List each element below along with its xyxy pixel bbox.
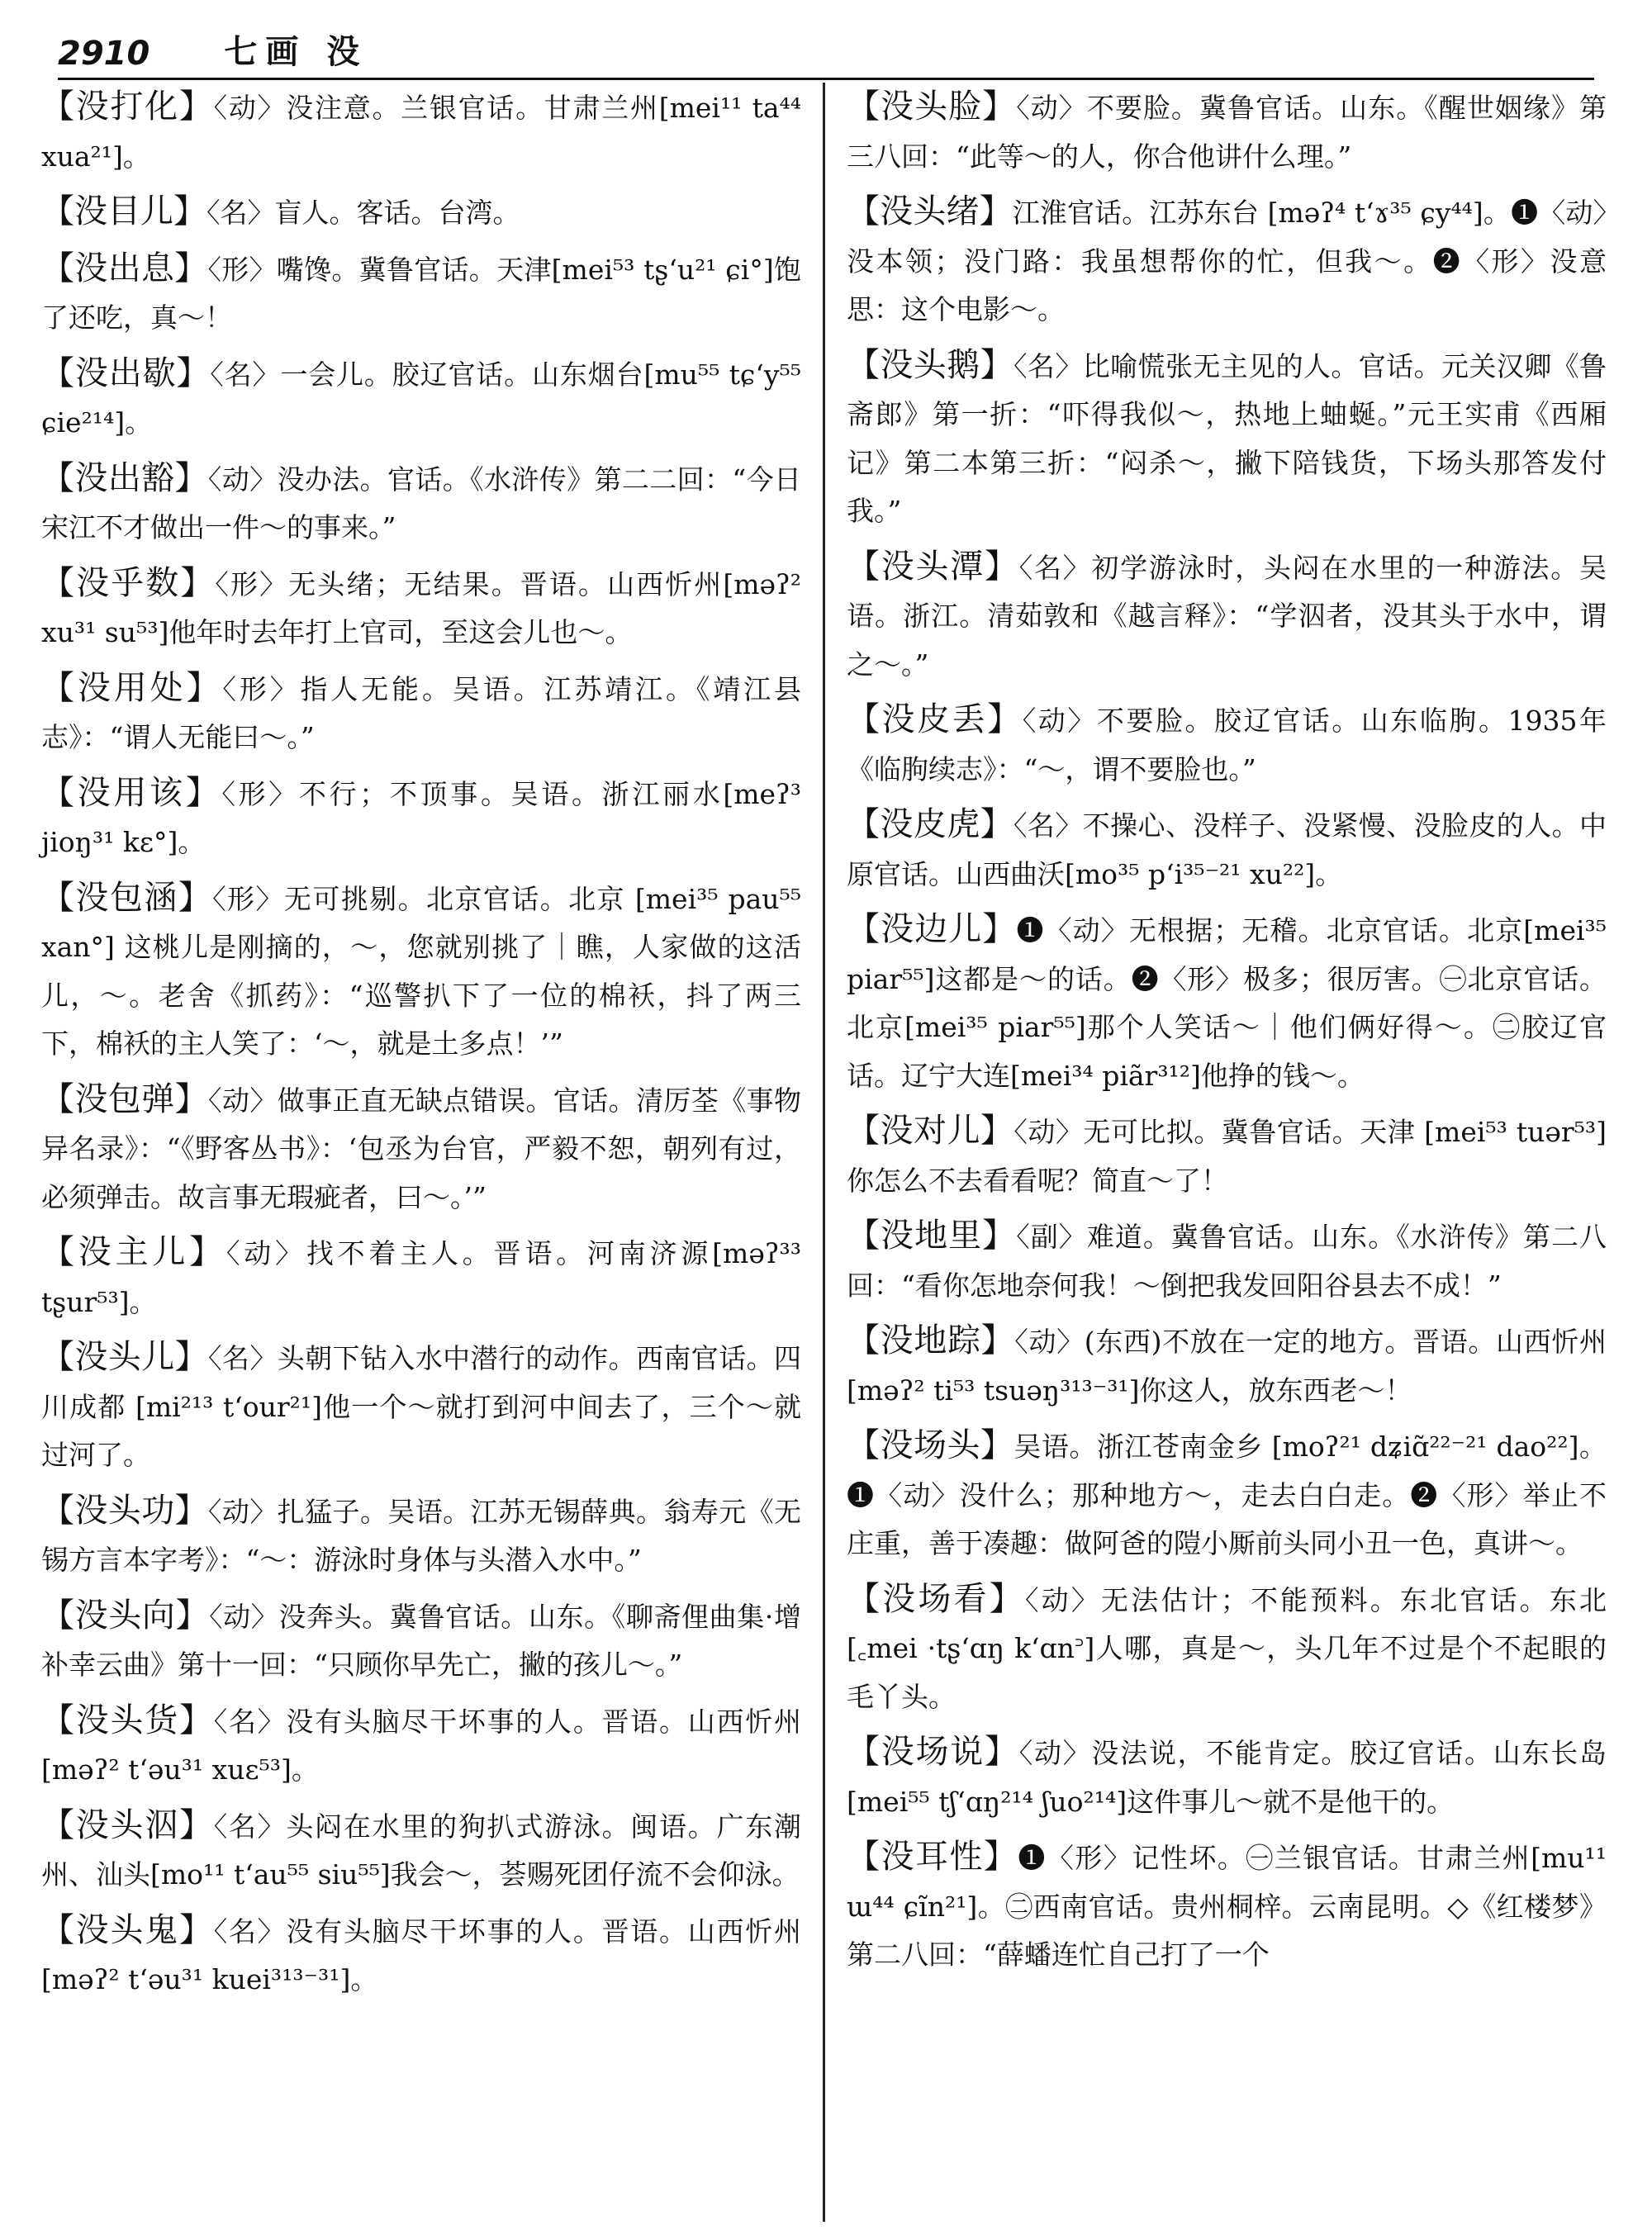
entry-definition: 〈动〉做事正直无缺点错误。官话。清厉荃《事物异名录》：“《野客丛书》：‘包丞为台官，严毅不恕，朝列有过，必须弹击。故言事无瑕疵者，曰～。’”: [41, 1084, 802, 1213]
entry-definition: 〈形〉无可挑剔。北京官话。北京 [mei³⁵ pau⁵⁵ xan°] 这桃儿是刚摘的，～，您就别挑了｜瞧，人家做的这活儿，～。老舍《抓药》：“巡警扒下了一位的棉袄，抖了两三下，棉袄的主人笑了：‘～，就是土多点！’”: [41, 882, 802, 1060]
entry-headword: 【没头潭】: [847, 547, 1019, 586]
dictionary-entry: [847, 1833, 1607, 1980]
entry-headword: 【没地里】: [847, 1217, 1017, 1255]
entry-headword: 【没头泅】: [41, 1805, 214, 1844]
entry-definition: 〈名〉头朝下钻入水中潜行的动作。西南官话。四川成都 [mi²¹³ t‘our²¹]他一个～就打到河中间去了，三个～就过河了。: [41, 1342, 802, 1471]
entry-headword: 【没主儿】: [41, 1233, 226, 1271]
entry-headword: 【没头鹅】: [847, 345, 1014, 384]
left-column: [41, 83, 801, 2011]
entry-headword: 【没场看】: [847, 1579, 1025, 1618]
entry-definition: 〈动〉找不着主人。晋语。河南济源[məʔ³³ tʂur⁵³]。: [41, 1237, 801, 1318]
entry-headword: 【没包弹】: [41, 1079, 209, 1118]
dictionary-entry: [41, 1487, 801, 1585]
entry-definition: 〈名〉一会儿。胶辽官话。山东烟台[mu⁵⁵ tɕ‘y⁵⁵ ɕie²¹⁴]。: [41, 358, 802, 439]
entry-definition: 〈名〉没有头脑尽干坏事的人。晋语。山西忻州[məʔ² t‘əu³¹ xuɛ⁵³]。: [41, 1705, 802, 1786]
entry-headword: 【没目儿】: [41, 192, 206, 230]
dictionary-entry: [41, 1592, 801, 1690]
dictionary-entry: [41, 1333, 801, 1480]
entry-headword: 【没用处】: [41, 668, 223, 707]
dictionary-entry: [847, 543, 1607, 690]
dictionary-entry: [41, 559, 801, 657]
entry-headword: 【没场头】: [847, 1426, 1014, 1464]
entry-headword: 【没用该】: [41, 773, 222, 812]
right-column: [847, 83, 1607, 1986]
entry-headword: 【没出歇】: [41, 353, 211, 392]
dictionary-entry: [847, 1212, 1607, 1310]
entry-definition: 江淮官话。江苏东台 [məʔ⁴ t‘ɤ³⁵ ɕy⁴⁴]。❶〈动〉没本领；没门路：我虽想帮你的忙，但我～。❷〈形〉没意思：这个电影～。: [847, 197, 1607, 325]
entry-definition: 〈形〉无头绪；无结果。晋语。山西忻州[məʔ² xu³¹ su⁵³]他年时去年打上官司，至这会儿也～。: [41, 567, 802, 648]
entry-headword: 【没头脸】: [847, 88, 1017, 126]
entry-definition: 〈动〉无法估计；不能预料。东北官话。东北[꜀mei ·tʂ‘ɑŋ k‘ɑn꜄]人哪，真是～，头几年不过是个不起眼的毛丫头。: [847, 1583, 1607, 1713]
entry-headword: 【没包涵】: [41, 878, 213, 917]
dictionary-entry: [847, 341, 1607, 536]
entry-definition: 〈动〉无可比拟。冀鲁官话。天津 [mei⁵³ tuər⁵³] 你怎么不去看看呢？简直～了！: [847, 1116, 1607, 1197]
entry-definition: 〈动〉不要脸。冀鲁官话。山东。《醒世姻缘》第三八回：“此等～的人，你合他讲什么理。”: [847, 92, 1607, 173]
dictionary-entry: [847, 1421, 1607, 1568]
entry-headword: 【没头绪】: [847, 192, 1013, 230]
entry-definition: ❶〈动〉无根据；无稽。北京官话。北京[mei³⁵ piar⁵⁵]这都是～的话。❷〈形〉极多；很厉害。㊀北京官话。北京[mei³⁵ piar⁵⁵]那个人笑话～｜他们俩好得～。㊁胶辽官话。辽宁大连[mei³⁴ piãr³¹²]他挣的钱～。: [847, 914, 1607, 1092]
dictionary-entry: [41, 1801, 801, 1900]
page-header: [58, 23, 1594, 80]
dictionary-entry: [41, 1075, 801, 1222]
running-head: 七画 没: [224, 33, 368, 71]
entry-headword: 【没头鬼】: [41, 1910, 214, 1949]
dictionary-entry: [41, 1696, 801, 1795]
dictionary-entry: [41, 1906, 801, 2005]
entry-definition: 〈形〉不行；不顶事。吴语。浙江丽水[meʔ³ jioŋ³¹ kɛ°]。: [41, 777, 802, 858]
entry-headword: 【没打化】: [41, 88, 214, 126]
entry-definition: 〈形〉嘴馋。冀鲁官话。天津[mei⁵³ tʂ‘u²¹ ɕi°]饱了还吃，真～！: [41, 253, 802, 334]
dictionary-entry: [41, 244, 801, 343]
dictionary-entry: [41, 187, 801, 238]
entry-definition: 〈形〉指人无能。吴语。江苏靖江。《靖江县志》：“谓人无能曰～。”: [41, 672, 801, 753]
entry-definition: 〈副〉难道。冀鲁官话。山东。《水浒传》第二八回：“看你怎地奈何我！～倒把我发回阳谷县去不成！”: [847, 1221, 1607, 1302]
dictionary-entry: [847, 1317, 1607, 1415]
entry-headword: 【没耳性】: [847, 1838, 1018, 1876]
dictionary-entry: [847, 1107, 1607, 1205]
dictionary-entry: [41, 454, 801, 553]
entry-definition: 〈动〉没奔头。冀鲁官话。山东。《聊斋俚曲集·增补幸云曲》第十一回：“只顾你早先亡，撇的孩儿～。”: [41, 1600, 801, 1681]
dictionary-entry: [41, 874, 801, 1069]
entry-headword: 【没头货】: [41, 1701, 214, 1739]
entry-definition: 吴语。浙江苍南金乡 [moʔ²¹ dʑiɑ̃²²⁻²¹ dao²²]。❶〈动〉没什么；那种地方～，走去白白走。❷〈形〉举止不庄重，善于凑趣：做阿爸的隑小厮前头同小丑一色，真讲～。: [847, 1431, 1607, 1559]
dictionary-entry: [847, 905, 1607, 1100]
entry-definition: 〈名〉不操心、没样子、没紧慢、没脸皮的人。中原官话。山西曲沃[mo³⁵ p‘i³⁵⁻²¹ xu²²]。: [847, 809, 1607, 890]
entry-headword: 【没出息】: [41, 249, 208, 287]
entry-headword: 【没出豁】: [41, 458, 208, 497]
dictionary-entry: [847, 1575, 1607, 1722]
entry-headword: 【没皮虎】: [847, 805, 1014, 843]
dictionary-entry: [847, 187, 1607, 334]
entry-definition: 〈动〉没注意。兰银官话。甘肃兰州[mei¹¹ ta⁴⁴ xua²¹]。: [41, 92, 802, 173]
entry-definition: 〈名〉没有头脑尽干坏事的人。晋语。山西忻州[məʔ² t‘əu³¹ kuei³¹³⁻³¹]。: [41, 1914, 802, 1995]
entry-headword: 【没头功】: [41, 1491, 209, 1530]
dictionary-entry: [847, 800, 1607, 899]
entry-headword: 【没头儿】: [41, 1338, 209, 1376]
dictionary-entry: [41, 664, 801, 762]
column-divider: [823, 83, 825, 2222]
entry-definition: 〈名〉比喻慌张无主见的人。官话。元关汉卿《鲁斋郎》第一折：“吓得我似～，热地上蚰蜒。”元王实甫《西厢记》第二本第三折：“闷杀～，撇下陪钱货，下场头那答发付我。”: [847, 349, 1607, 527]
entry-headword: 【没地踪】: [847, 1321, 1015, 1359]
dictionary-entry: [41, 83, 801, 181]
entry-definition: 〈动〉没法说，不能肯定。胶辽官话。山东长岛[mei⁵⁵ tʃ‘ɑŋ²¹⁴ ʃuo²¹⁴]这件事儿～就不是他干的。: [847, 1737, 1607, 1818]
dictionary-entry: [41, 349, 801, 448]
entry-definition: 〈动〉不要脸。胶辽官话。山东临朐。1935年《临朐续志》：“～，谓不要脸也。”: [847, 705, 1607, 785]
entry-definition: 〈动〉扎猛子。吴语。江苏无锡薛典。翁寿元《无锡方言本字考》：“～：游泳时身体与头潜入水中。”: [41, 1495, 802, 1576]
entry-definition: ❶〈形〉记性坏。㊀兰银官话。甘肃兰州[mu¹¹ ɯ⁴⁴ ɕĩn²¹]。㊁西南官话。贵州桐梓。云南昆明。◇《红楼梦》第二八回：“薛蟠连忙自己打了一个: [847, 1842, 1607, 1971]
page-number: 2910: [58, 35, 150, 73]
entry-definition: 〈名〉初学游泳时，头闷在水里的一种游法。吴语。浙江。清茹敦和《越言释》：“学泅者，没其头于水中，谓之～。”: [847, 551, 1607, 681]
entry-headword: 【没边儿】: [847, 910, 1017, 948]
entry-headword: 【没对儿】: [847, 1112, 1014, 1150]
entry-headword: 【没乎数】: [41, 563, 216, 602]
entry-headword: 【没场说】: [847, 1733, 1019, 1771]
entry-headword: 【没头向】: [41, 1596, 210, 1635]
dictionary-entry: [847, 83, 1607, 181]
dictionary-entry: [847, 695, 1607, 794]
dictionary-entry: [41, 769, 801, 867]
entry-headword: 【没皮丢】: [847, 700, 1023, 738]
dictionary-entry: [41, 1228, 801, 1326]
entry-definition: 〈名〉头闷在水里的狗扒式游泳。闽语。广东潮州、汕头[mo¹¹ t‘au⁵⁵ siu⁵⁵]我会～，荟赐死团仔流不会仰泳。: [41, 1810, 802, 1891]
dictionary-entry: [847, 1728, 1607, 1826]
entry-definition: 〈名〉盲人。客话。台湾。: [206, 197, 520, 229]
entry-definition: 〈动〉没办法。官话。《水浒传》第二二回：“今日宋江不才做出一件～的事来。”: [41, 463, 801, 543]
entry-definition: 〈动〉(东西)不放在一定的地方。晋语。山西忻州[məʔ² ti⁵³ tsuəŋ³¹³⁻³¹]你这人，放东西老～！: [847, 1326, 1607, 1407]
